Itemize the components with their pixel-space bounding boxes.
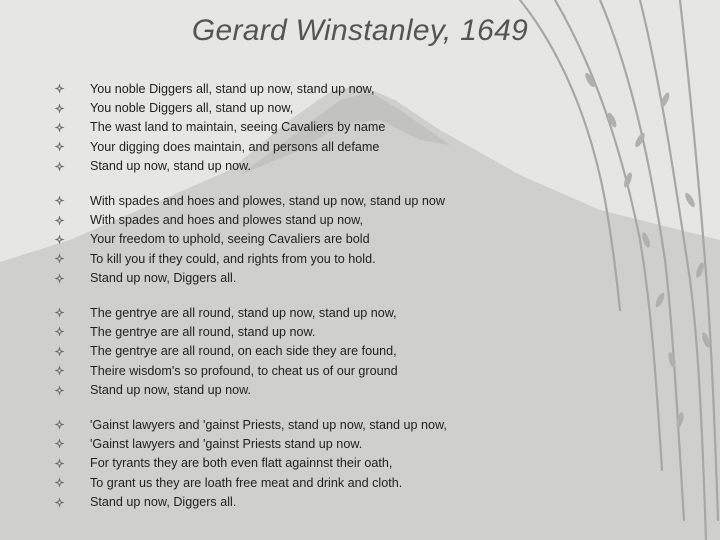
fleur-diamond-icon	[52, 195, 90, 206]
fleur-diamond-icon	[52, 141, 90, 152]
poem-line	[52, 191, 672, 210]
poem-line	[52, 269, 672, 288]
poem-line-text: For tyrants they are both even flatt againnst their oath,	[90, 456, 393, 471]
poem-line-text: You noble Diggers all, stand up now,	[90, 101, 294, 116]
fleur-diamond-icon	[52, 122, 90, 133]
fleur-diamond-icon	[52, 161, 90, 172]
poem-line-text: The wast land to maintain, seeing Cavaliers by name	[90, 120, 386, 135]
fleur-diamond-icon	[52, 234, 90, 245]
poem-line-text: Theire wisdom's so profound, to cheat us of our ground	[90, 363, 398, 378]
stanza	[52, 415, 672, 512]
fleur-diamond-icon	[52, 307, 90, 318]
poem-line	[52, 415, 672, 434]
poem-line-text: The gentrye are all round, stand up now.	[90, 324, 316, 339]
poem-line	[52, 98, 672, 117]
poem-line	[52, 380, 672, 399]
poem-line	[52, 230, 672, 249]
fleur-diamond-icon	[52, 497, 90, 508]
poem-line	[52, 473, 672, 492]
fleur-diamond-icon	[52, 458, 90, 469]
poem-line	[52, 361, 672, 380]
poem-line-text: To grant us they are loath free meat and drink and cloth.	[90, 475, 403, 490]
poem-line	[52, 118, 672, 137]
fleur-diamond-icon	[52, 215, 90, 226]
fleur-diamond-icon	[52, 103, 90, 114]
poem-line	[52, 454, 672, 473]
poem-line-text: Stand up now, stand up now.	[90, 159, 252, 174]
poem-line	[52, 79, 672, 98]
poem-line-text: With spades and hoes and plowes stand up now,	[90, 213, 364, 228]
fleur-diamond-icon	[52, 365, 90, 376]
poem-line-text: Stand up now, Diggers all.	[90, 495, 237, 510]
poem-line	[52, 322, 672, 341]
poem-line	[52, 249, 672, 268]
poem-line-text: Your digging does maintain, and persons all defame	[90, 139, 380, 154]
fleur-diamond-icon	[52, 326, 90, 337]
poem-line	[52, 210, 672, 229]
fleur-diamond-icon	[52, 419, 90, 430]
fleur-diamond-icon	[52, 477, 90, 488]
slide-title: Gerard Winstanley, 1649	[191, 14, 529, 47]
fleur-diamond-icon	[52, 385, 90, 396]
poem-line	[52, 434, 672, 453]
fleur-diamond-icon	[52, 253, 90, 264]
poem-line	[52, 342, 672, 361]
poem-line-text: 'Gainst lawyers and 'gainst Priests stand up now.	[90, 436, 363, 451]
poem-line-text: The gentrye are all round, on each side they are found,	[90, 344, 397, 359]
poem-line	[52, 303, 672, 322]
fleur-diamond-icon	[52, 83, 90, 94]
poem-line	[52, 157, 672, 176]
poem-line-text: Stand up now, stand up now.	[90, 383, 252, 398]
poem-line-text: With spades and hoes and plowes, stand up now, stand up now	[90, 193, 445, 208]
poem-line	[52, 137, 672, 156]
stanza	[52, 303, 672, 400]
fleur-diamond-icon	[52, 438, 90, 449]
poem-line-text: Your freedom to uphold, seeing Cavaliers are bold	[90, 232, 370, 247]
fleur-diamond-icon	[52, 346, 90, 357]
poem-line	[52, 492, 672, 511]
fleur-diamond-icon	[52, 273, 90, 284]
poem-line-text: 'Gainst lawyers and 'gainst Priests, stand up now, stand up now,	[90, 417, 447, 432]
poem-line-text: You noble Diggers all, stand up now, stand up now,	[90, 81, 375, 96]
poem-body	[52, 79, 672, 527]
poem-line-text: To kill you if they could, and rights from you to hold.	[90, 251, 376, 266]
stanza	[52, 79, 672, 176]
poem-line-text: The gentrye are all round, stand up now, stand up now,	[90, 305, 397, 320]
poem-line-text: Stand up now, Diggers all.	[90, 271, 237, 286]
stanza	[52, 191, 672, 288]
